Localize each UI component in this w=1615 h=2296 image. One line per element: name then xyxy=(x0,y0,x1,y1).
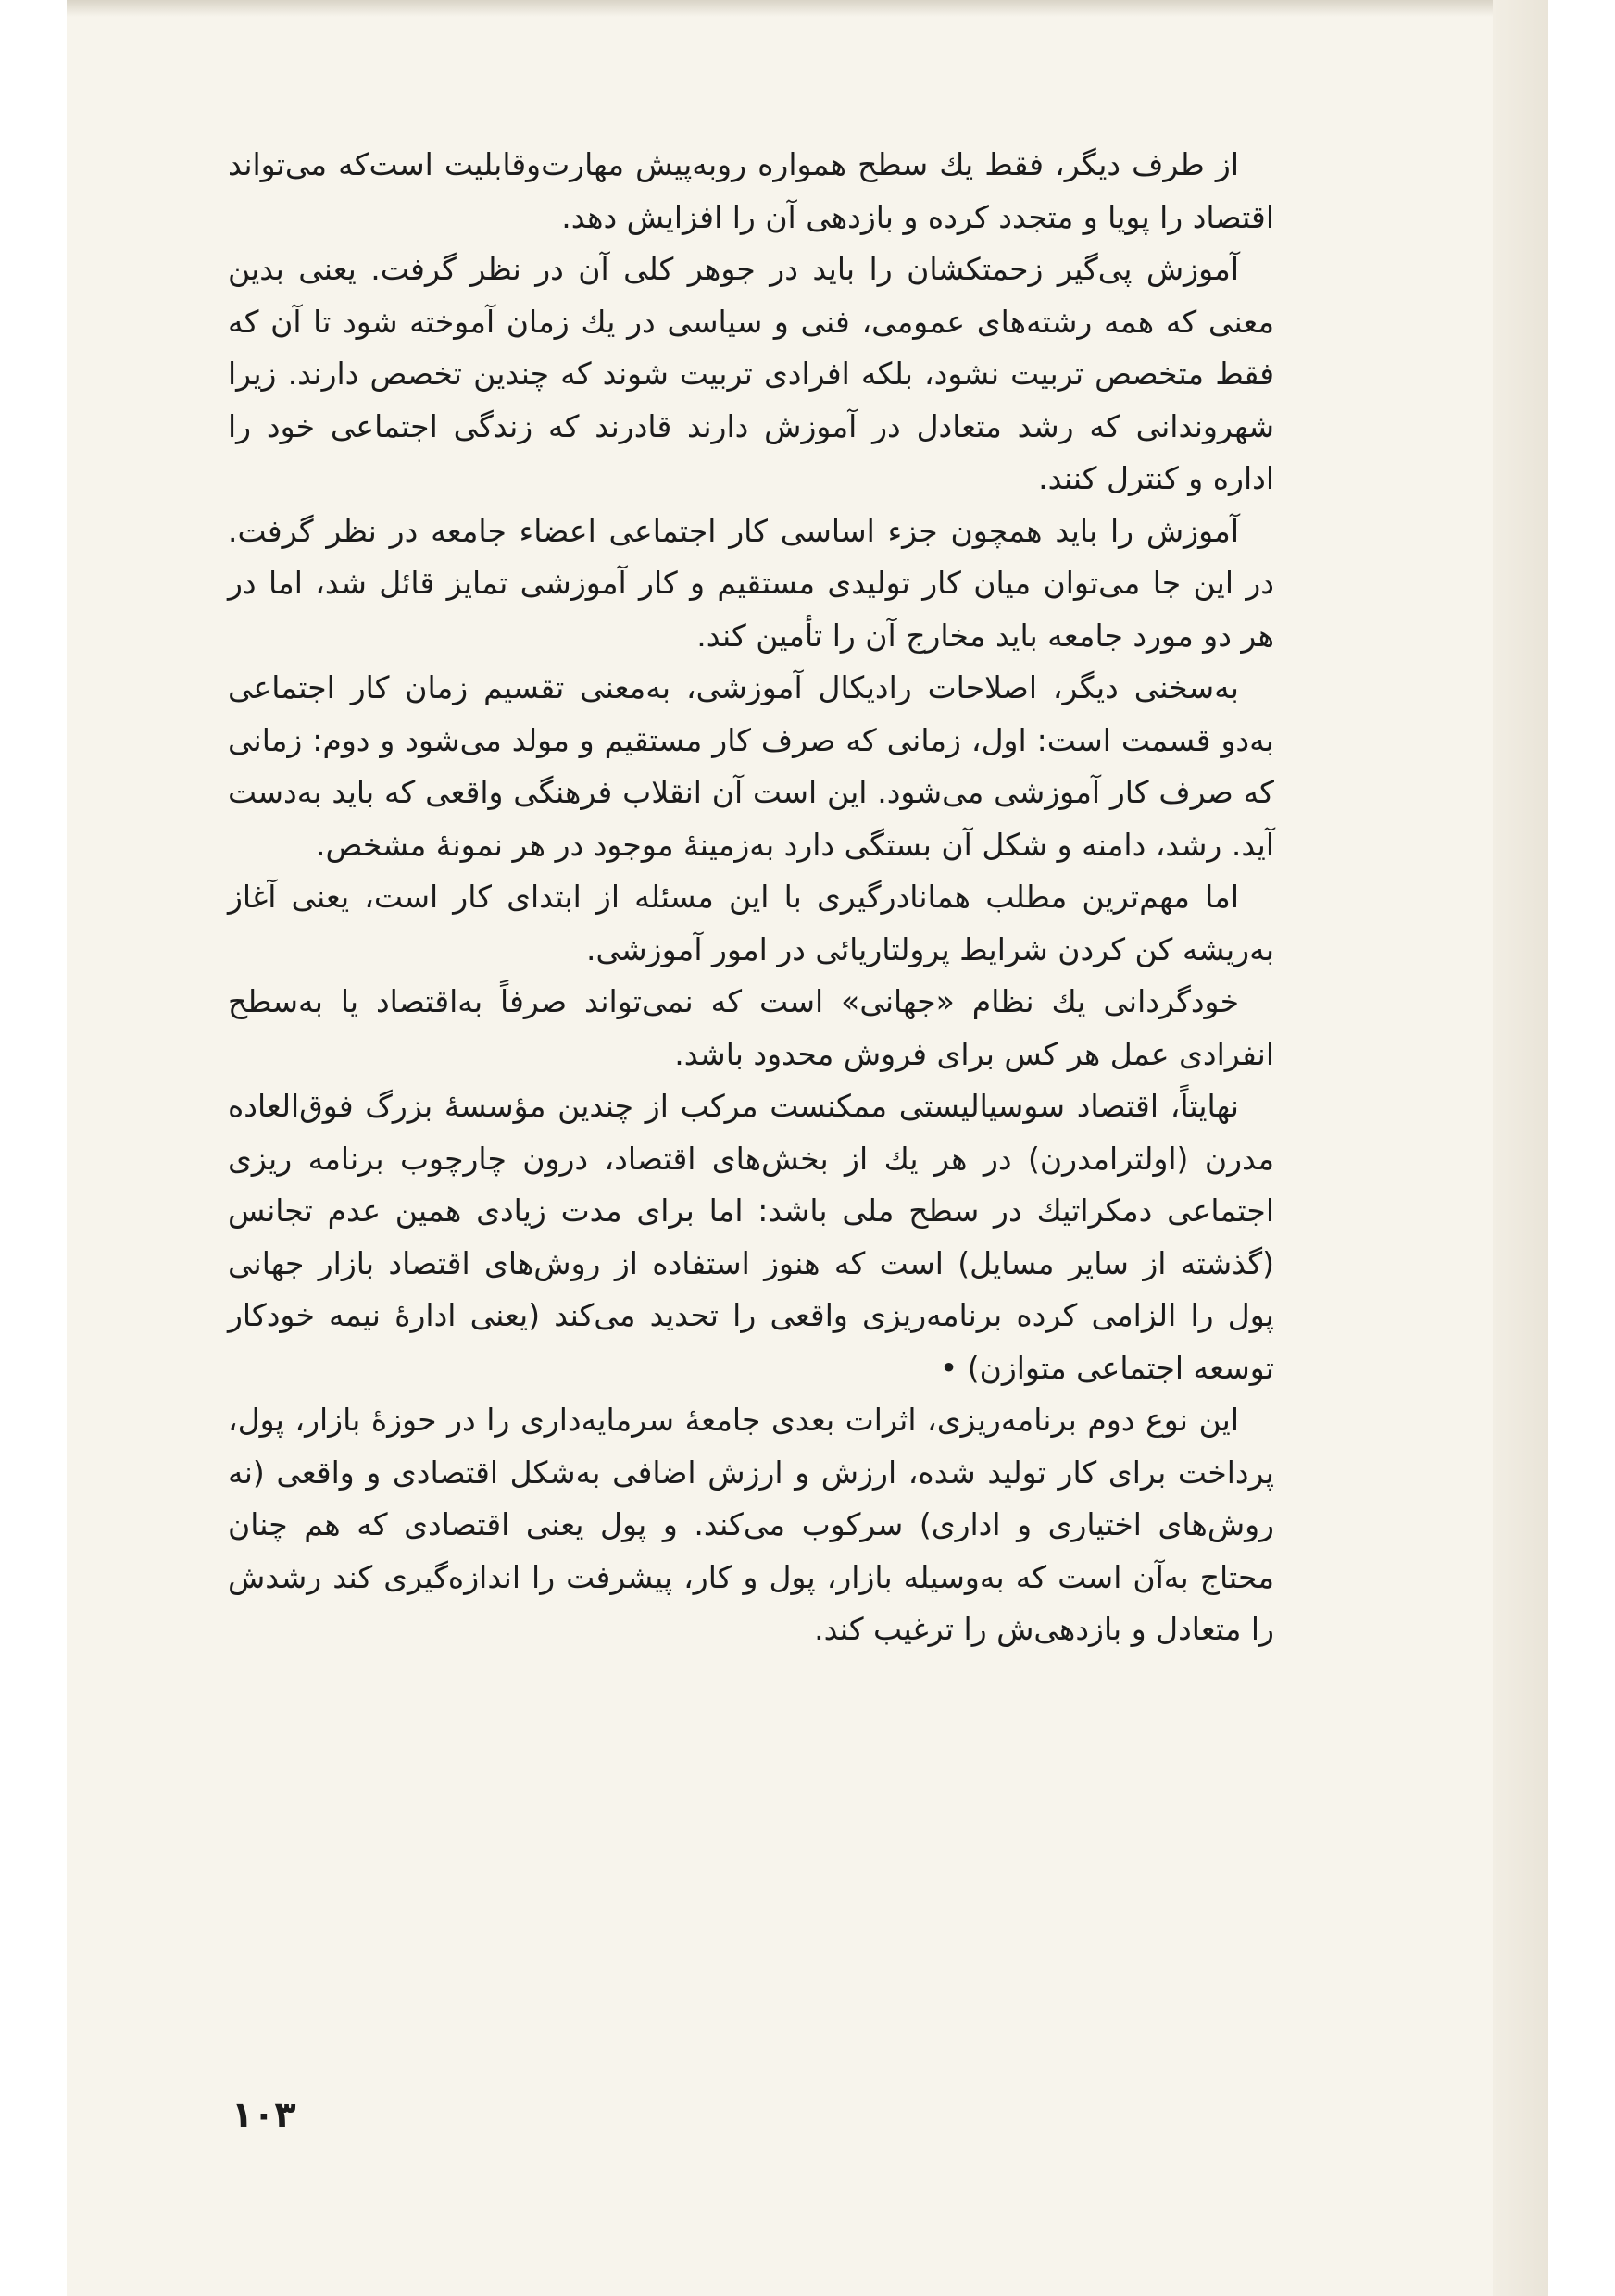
body-text xyxy=(228,139,1274,1656)
page-number: ۱۰۳ xyxy=(232,2094,296,2135)
paragraph-2: آموزش پی‌گیر زحمتکشان را باید در جوهر کلی آن در نظر گرفت. یعنی بدین معنی که همه رشته‌های عمومی، فنی و سیاسی در یك زمان آموخته شود تا آن که فقط متخصص تربیت نشود، بلکه افرادی تربیت شوند که چندین تخصص دارند. زیرا شهروندانی که رشد متعادل در آموزش دارند قادرند که زندگی اجتماعی خود را اداره و کنترل کنند. xyxy=(228,251,1274,496)
paragraph-4: به‌سخنی دیگر، اصلاحات رادیکال آموزشی، به‌معنی تقسیم زمان کار اجتماعی به‌دو قسمت است: اول، زمانی که صرف کار مستقیم و مولد می‌شود و دوم: زمانی که صرف کار آموزشی می‌شود. این است آن انقلاب فرهنگی واقعی که باید به‌دست آید. رشد، دامنه و شکل آن بستگی دارد به‌زمینهٔ موجود در هر نمونهٔ مشخص. xyxy=(228,669,1274,863)
paragraph-8: این نوع دوم برنامه‌ریزی، اثرات بعدی جامعهٔ سرمایه‌داری را در حوزهٔ بازار، پول، پرداخت برای کار تولید شده، ارزش و ارزش اضافی به‌شکل اقتصادی و واقعی (نه روش‌های اختیاری و اداری) سرکوب می‌کند. و پول یعنی اقتصادی که هم چنان محتاج به‌آن است که به‌وسیله بازار، پول و کار، پیشرفت را اندازه‌گیری کند رشدش را متعادل و بازدهی‌ش را ترغیب کند. xyxy=(228,1402,1274,1647)
paper-top-edge xyxy=(67,0,1548,17)
paragraph-5: اما مهم‌ترین مطلب همانادرگیری با این مسئله از ابتدای کار است، یعنی آغاز به‌ریشه کن کردن شرایط پرولتاریائی در امور آموزشی. xyxy=(228,879,1274,967)
paragraph-1: از طرف دیگر، فقط یك سطح همواره روبه‌پیش مهارت‌وقابلیت است‌که می‌تواند اقتصاد را پویا و متجدد کرده و بازدهی آن را افزایش دهد. xyxy=(228,146,1274,235)
paper-edge-shadow xyxy=(1493,0,1548,2296)
paragraph-3: آموزش را باید همچون جزء اساسی کار اجتماعی اعضاء جامعه در نظر گرفت. در این جا می‌توان میان کار تولیدی مستقیم و کار آموزشی تمایز قائل شد، اما در هر دو مورد جامعه باید مخارج آن را تأمین کند. xyxy=(228,512,1274,654)
paragraph-6: خودگردانی یك نظام «جهانی» است که نمی‌تواند صرفاً به‌اقتصاد یا به‌سطح انفرادی عمل هر کس برای فروش محدود باشد. xyxy=(228,983,1274,1072)
paragraph-7: نهایتاً، اقتصاد سوسیالیستی ممکنست مرکب از چندین مؤسسهٔ بزرگ فوق‌العاده مدرن (اولترامدرن) در هر یك از بخش‌های اقتصاد، درون چارچوب برنامه ریزی اجتماعی دمکراتیك در سطح ملی باشد: اما برای مدت زیادی همین عدم تجانس (گذشته از سایر مسایل) است که هنوز استفاده از روش‌های اقتصاد بازار جهانی پول را الزامی کرده برنامه‌ریزی واقعی را تحدید می‌کند (یعنی ادارهٔ نیمه خودکار توسعه اجتماعی متوازن) • xyxy=(228,1088,1274,1386)
